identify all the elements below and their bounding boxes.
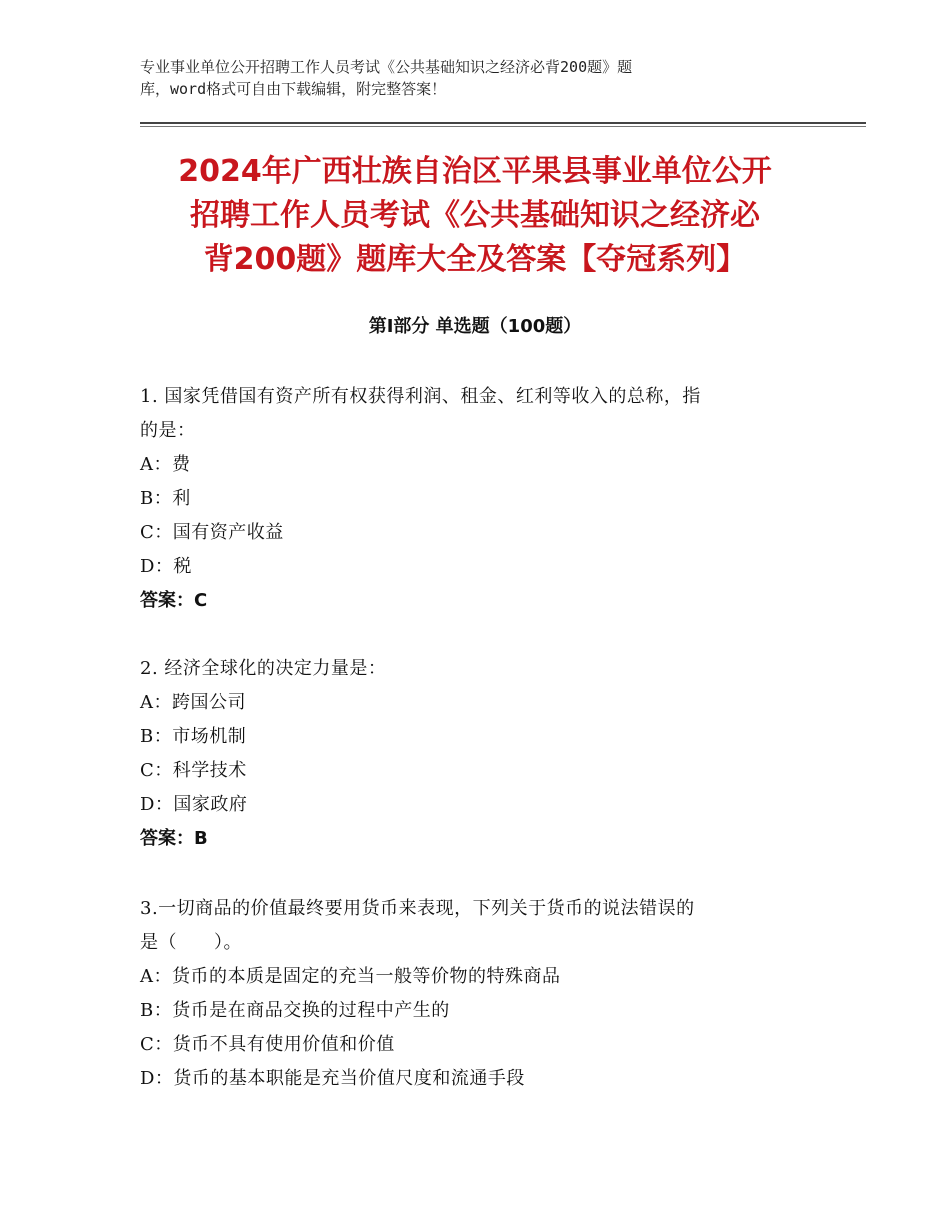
option-d: D：货币的基本职能是充当价值尺度和流通手段	[140, 1068, 525, 1089]
question-block	[140, 380, 820, 618]
document-title-line-1: 2024年广西壮族自治区平果县事业单位公开	[178, 154, 772, 189]
header-divider-thick	[140, 122, 866, 124]
header-note-line-1: 专业事业单位公开招聘工作人员考试《公共基础知识之经济必背200题》题	[140, 58, 633, 76]
answer: 答案：C	[140, 590, 208, 611]
option-d: D：税	[140, 556, 192, 577]
option-a: A：费	[140, 454, 191, 475]
question-stem: 2. 经济全球化的决定力量是：	[140, 658, 387, 679]
header-note	[140, 56, 780, 100]
document-title-line-3: 背200题》题库大全及答案【夺冠系列】	[203, 242, 747, 277]
option-c: C：科学技术	[140, 760, 247, 781]
option-a: A：跨国公司	[140, 692, 246, 713]
option-b: B：市场机制	[140, 726, 247, 747]
option-c: C：国有资产收益	[140, 522, 284, 543]
header-divider-thin	[140, 126, 866, 127]
document-title	[120, 150, 830, 282]
question-stem-continued: 是（ ）。	[140, 932, 242, 953]
option-b: B：货币是在商品交换的过程中产生的	[140, 1000, 450, 1021]
option-a: A：货币的本质是固定的充当一般等价物的特殊商品	[140, 966, 561, 987]
question-stem: 3.一切商品的价值最终要用货币来表现，下列关于货币的说法错误的	[140, 898, 695, 919]
question-stem-continued: 的是：	[140, 420, 196, 441]
question-block	[140, 892, 820, 1096]
question-stem: 1. 国家凭借国有资产所有权获得利润、租金、红利等收入的总称，指	[140, 386, 701, 407]
question-block	[140, 652, 820, 856]
header-note-line-2: 库，word格式可自由下载编辑，附完整答案！	[140, 80, 447, 98]
section-title: 第Ⅰ部分 单选题（100题）	[368, 316, 582, 337]
document-title-line-2: 招聘工作人员考试《公共基础知识之经济必	[190, 198, 760, 233]
option-d: D：国家政府	[140, 794, 248, 815]
answer: 答案：B	[140, 828, 208, 849]
option-b: B：利	[140, 488, 191, 509]
option-c: C：货币不具有使用价值和价值	[140, 1034, 395, 1055]
